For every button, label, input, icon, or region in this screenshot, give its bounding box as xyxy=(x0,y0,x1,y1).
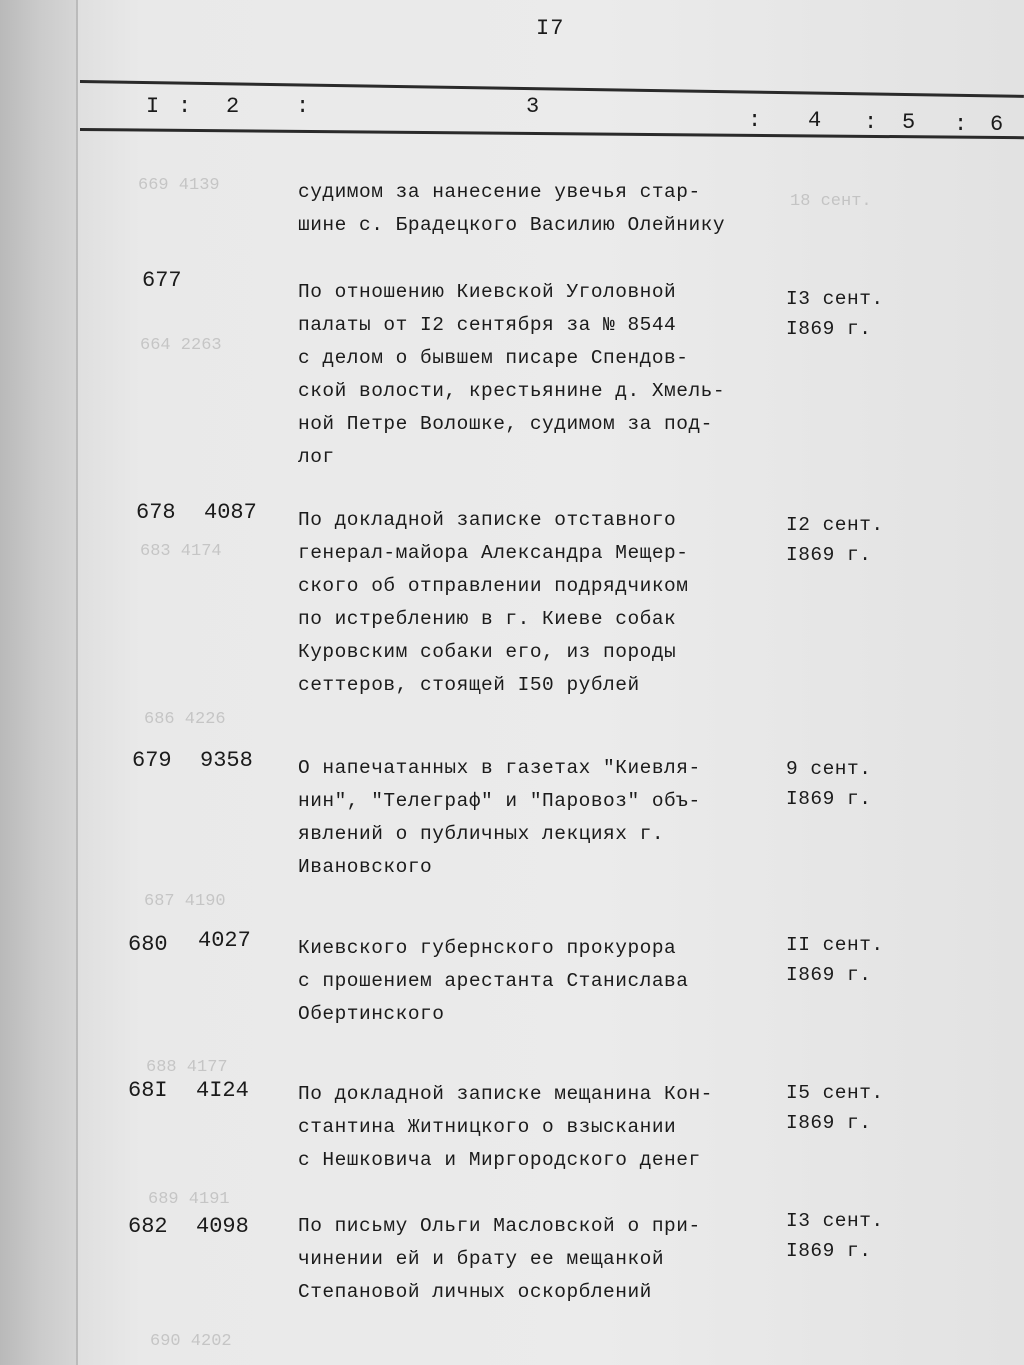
text-line: стантина Житницкого о взыскании xyxy=(298,1116,677,1138)
text-line: сеттеров, стоящей I50 рублей xyxy=(298,674,640,696)
entry-date xyxy=(786,510,884,570)
text-line: Степановой личных оскорблений xyxy=(298,1281,652,1303)
text-line: с Нешковича и Миргородского денег xyxy=(298,1149,701,1171)
text-line: Киевского губернского прокурора xyxy=(298,937,677,959)
text-line: с делом о бывшем писаре Спендов- xyxy=(298,347,689,369)
entry-number: 680 xyxy=(128,932,168,957)
entry-number: 68I xyxy=(128,1078,168,1103)
column-header-3: 3 xyxy=(526,94,540,119)
date-day: I2 сент. xyxy=(786,514,884,536)
date-year: I869 г. xyxy=(786,1112,872,1134)
date-day: I3 сент. xyxy=(786,1210,884,1232)
column-separator: : xyxy=(954,112,968,137)
entry-date xyxy=(786,754,871,814)
text-line: О напечатанных в газетах "Киевля- xyxy=(298,757,701,779)
entry-text xyxy=(298,504,778,702)
date-year: I869 г. xyxy=(786,788,872,810)
entry-text xyxy=(298,276,778,474)
entry-number: 677 xyxy=(142,268,182,293)
column-separator: : xyxy=(178,94,192,119)
column-separator: : xyxy=(864,110,878,135)
text-line: По докладной записке отставного xyxy=(298,509,677,531)
text-line: генерал-майора Александра Мещер- xyxy=(298,542,689,564)
bleed-through-text: 669 4139 xyxy=(138,176,220,195)
entry-code: 9358 xyxy=(200,748,253,773)
text-line: с прошением арестанта Станислава xyxy=(298,970,689,992)
entry-code: 4087 xyxy=(204,500,257,525)
text-line: явлений о публичных лекциях г. xyxy=(298,823,665,845)
entry-text xyxy=(298,1078,778,1177)
date-day: I5 сент. xyxy=(786,1082,884,1104)
entry-date xyxy=(786,1078,884,1138)
text-line: ского об отправлении подрядчиком xyxy=(298,575,689,597)
bleed-through-text: 689 4191 xyxy=(148,1190,230,1209)
binding-shadow xyxy=(76,0,78,1365)
text-line: ской волости, крестьянине д. Хмель- xyxy=(298,380,726,402)
text-line: судимом за нанесение увечья стар- xyxy=(298,181,701,203)
date-year: I869 г. xyxy=(786,964,872,986)
header-rule-bottom xyxy=(80,128,1024,139)
entry-date xyxy=(786,1206,884,1266)
text-line: лог xyxy=(298,446,335,468)
date-day: 9 сент. xyxy=(786,758,872,780)
entry-code: 4I24 xyxy=(196,1078,249,1103)
entry-date xyxy=(786,930,884,990)
date-year: I869 г. xyxy=(786,318,872,340)
bleed-through-text: 688 4177 xyxy=(146,1058,228,1077)
text-line: По отношению Киевской Уголовной xyxy=(298,281,677,303)
text-line: по истреблению в г. Киеве собак xyxy=(298,608,677,630)
entry-text xyxy=(298,932,778,1031)
entry-code: 4027 xyxy=(198,928,251,953)
page-left-edge xyxy=(0,0,78,1365)
column-separator: : xyxy=(296,94,310,119)
header-rule-top xyxy=(80,80,1024,98)
date-year: I869 г. xyxy=(786,1240,872,1262)
continuation-text xyxy=(298,176,778,242)
text-line: нин", "Телеграф" и "Паровоз" объ- xyxy=(298,790,701,812)
text-line: Обертинского xyxy=(298,1003,445,1025)
page-number: I7 xyxy=(536,16,565,41)
text-line: Ивановского xyxy=(298,856,433,878)
text-line: По письму Ольги Масловской о при- xyxy=(298,1215,701,1237)
entry-text xyxy=(298,752,778,884)
bleed-through-text: 18 сент. xyxy=(790,192,872,211)
column-separator: : xyxy=(748,108,762,133)
entry-code: 4098 xyxy=(196,1214,249,1239)
bleed-through-text: 683 4174 xyxy=(140,542,222,561)
text-line: чинении ей и брату ее мещанкой xyxy=(298,1248,665,1270)
bleed-through-text: 664 2263 xyxy=(140,336,222,355)
bleed-through-text: 690 4202 xyxy=(150,1332,232,1351)
text-line: ной Петре Волошке, судимом за под- xyxy=(298,413,713,435)
text-line: палаты от I2 сентября за № 8544 xyxy=(298,314,677,336)
column-header-1: I xyxy=(146,94,160,119)
column-header-4: 4 xyxy=(808,108,822,133)
entry-text xyxy=(298,1210,778,1309)
text-line: Куровским собаки его, из породы xyxy=(298,641,677,663)
bleed-through-text: 686 4226 xyxy=(144,710,226,729)
column-header-2: 2 xyxy=(226,94,240,119)
column-header-5: 5 xyxy=(902,110,916,135)
date-day: II сент. xyxy=(786,934,884,956)
date-day: I3 сент. xyxy=(786,288,884,310)
text-line: По докладной записке мещанина Кон- xyxy=(298,1083,713,1105)
bleed-through-text: 687 4190 xyxy=(144,892,226,911)
entry-date xyxy=(786,284,884,344)
column-header-6: 6 xyxy=(990,112,1004,137)
date-year: I869 г. xyxy=(786,544,872,566)
entry-number: 682 xyxy=(128,1214,168,1239)
text-line: шине с. Брадецкого Василию Олейнику xyxy=(298,214,726,236)
entry-number: 679 xyxy=(132,748,172,773)
entry-number: 678 xyxy=(136,500,176,525)
